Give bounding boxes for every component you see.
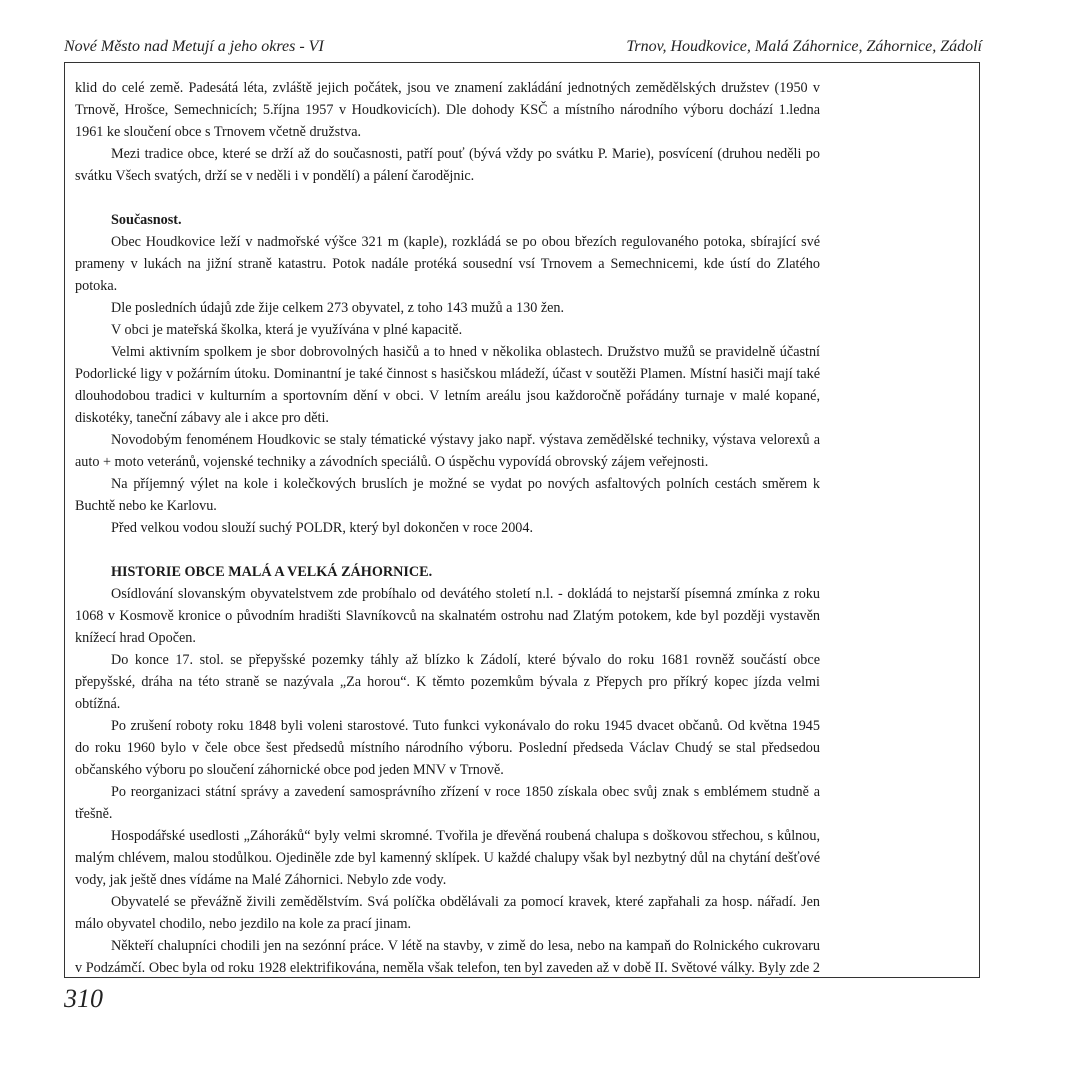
paragraph: Osídlování slovanským obyvatelstvem zde probíhalo od devátého století n.l. - dokládá to nejstarší písemná zmínka z roku 1068 v Kosmově kronice o původním hradišti Slavníkovců na skalnatém ostrohu nad Zlatým potokem, kde byl později vystavěn knížecí hrad Opočen.: [75, 586, 820, 646]
paragraph: V obci je mateřská školka, která je využívána v plné kapacitě.: [111, 322, 463, 338]
paragraph: Obyvatelé se převážně živili zemědělstvím. Svá políčka obdělávali za pomocí kravek, které zapřahali za hosp. nářadí. Jen málo obyvatel chodilo, nebo jezdilo na kole za prací jinam.: [75, 894, 820, 932]
header-chapter-title: Trnov, Houdkovice, Malá Záhornice, Záhornice, Zádolí: [626, 38, 982, 55]
paragraph: Někteří chalupníci chodili jen na sezónní práce. V létě na stavby, v zimě do lesa, nebo na kampaň do Rolnického cukrovaru v Podzámčí. Obec byla od roku 1928 elektrifikována, neměla však telefon, ten byl zaveden až v době II. Světové války. Byly zde 2: [75, 938, 820, 976]
page-number: 310: [64, 984, 103, 1013]
paragraph: Před velkou vodou slouží suchý POLDR, který byl dokončen v roce 2004.: [111, 520, 534, 536]
paragraph: Mezi tradice obce, které se drží až do současnosti, patří pouť (bývá vždy po svátku P. Marie), posvícení (druhou neděli po svátku Všech svatých, drží se v neděli i v pondělí) a pálení čarodějnic.: [75, 146, 820, 184]
paragraph: Dle posledních údajů zde žije celkem 273 obyvatel, z toho 143 mužů a 130 žen.: [111, 300, 565, 316]
paragraph: Hospodářské usedlosti „Záhoráků“ byly velmi skromné. Tvořila je dřevěná roubená chalupa s doškovou střechou, s kůlnou, malým chlévem, malou stodůlkou. Ojediněle zde byl kamenný sklípek. U každé chalupy však byl nezbytný důl na chytání dešťové vody, jak ještě dnes vídáme na Malé Záhornici. Nebylo zde vody.: [75, 828, 820, 888]
paragraph: Po zrušení roboty roku 1848 byli voleni starostové. Tuto funkci vykonávalo do roku 1945 dvacet občanů. Od května 1945 do roku 1960 bylo v čele obce šest předsedů místního národního výboru. Poslední předseda Václav Chudý se stal předsedou občanského výboru po sloučení záhornické obce pod jeden MNV v Trnově.: [75, 718, 820, 778]
article-body: [75, 77, 820, 978]
header-book-title: Nové Město nad Metují a jeho okres - VI: [64, 38, 324, 55]
paragraph: Novodobým fenoménem Houdkovic se staly tématické výstavy jako např. výstava zemědělské techniky, výstava velorexů a auto + moto veteránů, vojenské techniky a závodních speciálů. O úspěchu vypovídá obrovský zájem veřejnosti.: [75, 432, 820, 470]
section-heading-soucasnost: Současnost.: [111, 212, 182, 228]
paragraph: Na příjemný výlet na kole i kolečkových bruslích je možné se vydat po nových asfaltových polních cestách směrem k Buchtě nebo ke Karlovu.: [75, 476, 820, 514]
paragraph: Do konce 17. stol. se přepyšské pozemky táhly až blízko k Zádolí, které bývalo do roku 1681 rovněž součástí obce přepyšské, dráha na této straně se nazývala „Za horou“. K těmto pozemkům bývala z Přepych pro příkrý kopec jízda velmi obtížná.: [75, 652, 820, 712]
running-header: [64, 38, 982, 60]
content-frame: [64, 62, 980, 978]
section-heading-historie: HISTORIE OBCE MALÁ A VELKÁ ZÁHORNICE.: [111, 564, 433, 580]
paragraph: Obec Houdkovice leží v nadmořské výšce 321 m (kaple), rozkládá se po obou březích regulovaného potoka, sbírající své prameny v lukách na jižní straně katastru. Potok nadále protéká sousední vsí Trnovem a Semechnicemi, kde ústí do Zlatého potoka.: [75, 234, 820, 294]
paragraph: Po reorganizaci státní správy a zavedení samosprávního zřízení v roce 1850 získala obec svůj znak s emblémem studně a třešně.: [75, 784, 820, 822]
paragraph: Velmi aktivním spolkem je sbor dobrovolných hasičů a to hned v několika oblastech. Družstvo mužů se pravidelně účastní Podorlické ligy v požárním útoku. Dominantní je také činnost s hasičskou mládeží, účast v soutěži Plamen. Místní hasiči mají také dlouhodobou tradici v kulturním a sportovním dění v obci. V letním areálu jsou každoročně pořádány turnaje v malé kopané, diskotéky, taneční zábavy ale i akce pro děti.: [75, 344, 820, 426]
paragraph: klid do celé země. Padesátá léta, zvláště jejich počátek, jsou ve znamení zakládání jednotných zemědělských družstev (1950 v Trnově, Hrošce, Semechnicích; 5.října 1957 v Houdkovicích). Dle dohody KSČ a místního národního výboru dochází 1.ledna 1961 ke sloučení obce s Trnovem včetně družstva.: [75, 80, 820, 140]
